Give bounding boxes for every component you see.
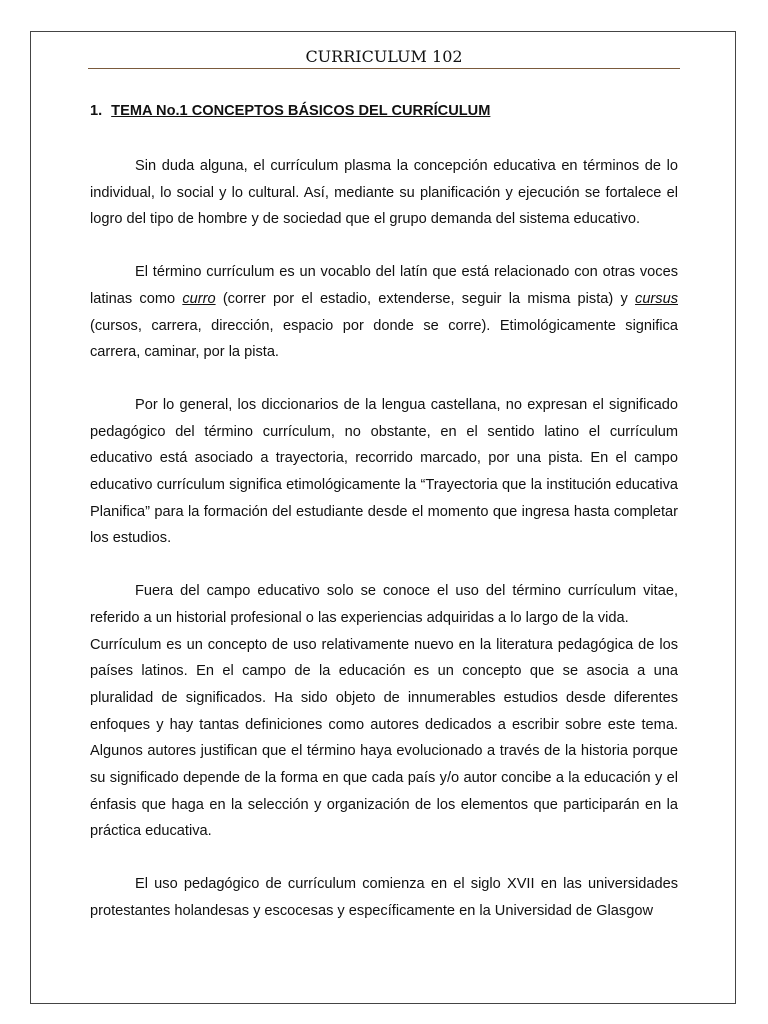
page-header — [88, 46, 680, 69]
term-curro: curro — [182, 290, 216, 307]
section-title: TEMA No.1 CONCEPTOS BÁSICOS DEL CURRÍCULUM — [111, 103, 491, 119]
section-number: 1. — [90, 103, 103, 119]
document-body — [90, 100, 678, 951]
paragraph-2-part-1: El término currículum es un vocablo del latín que está relacionado con otras voces latinas como — [90, 264, 678, 307]
paragraph-4: Fuera del campo educativo solo se conoce el uso del término currículum vitae, referido a un historial profesional o las experiencias adquiridas a lo largo de la vida. — [90, 583, 678, 626]
paragraph-1: Sin duda alguna, el currículum plasma la concepción educativa en términos de lo individual, lo social y lo cultural. Así, mediante su planificación y ejecución se fortalece el logro del tipo de hombre y de sociedad que el grupo demanda del sistema educativo. — [90, 158, 678, 228]
paragraph-5: Currículum es un concepto de uso relativamente nuevo en la literatura pedagógica de los países latinos. En el campo de la educación es un concepto que se asocia a una pluralidad de significados. Ha sido objeto de innumerables estudios desde diferentes enfoques y hay tantas definiciones como autores dedicados a escribir sobre este tema. Algunos autores justifican que el término haya evolucionado a través de la historia porque su significado depende de la forma en que cada país y/o autor concibe a la educación y el énfasis que haga en la selección y organización de los elementos que participarán en la práctica educativa. — [90, 636, 678, 840]
paragraph-2-part-2: (correr por el estadio, extenderse, seguir la misma pista) y — [215, 290, 636, 307]
paragraph-2 — [90, 259, 678, 366]
paragraph-6: El uso pedagógico de currículum comienza en el siglo XVII en las universidades protestantes holandesas y escocesas y específicamente en la Universidad de Glasgow — [90, 876, 678, 919]
paragraph-3: Por lo general, los diccionarios de la lengua castellana, no expresan el significado pedagógico del término currículum, no obstante, en el sentido latino el currículum educativo está asociado a trayectoria, recorrido marcado, por una pista. En el campo educativo currículum significa etimológicamente la “Trayectoria que la institución educativa Planifica” para la formación del estudiante desde el momento que ingresa hasta completar los estudios. — [90, 396, 678, 547]
paragraph-2-part-3: (cursos, carrera, dirección, espacio por donde se corre). Etimológicamente significa carrera, caminar, por la pista. — [90, 317, 678, 361]
header-title: CURRICULUM 102 — [305, 47, 463, 66]
section-heading — [90, 100, 678, 122]
term-cursus: cursus — [635, 290, 678, 307]
